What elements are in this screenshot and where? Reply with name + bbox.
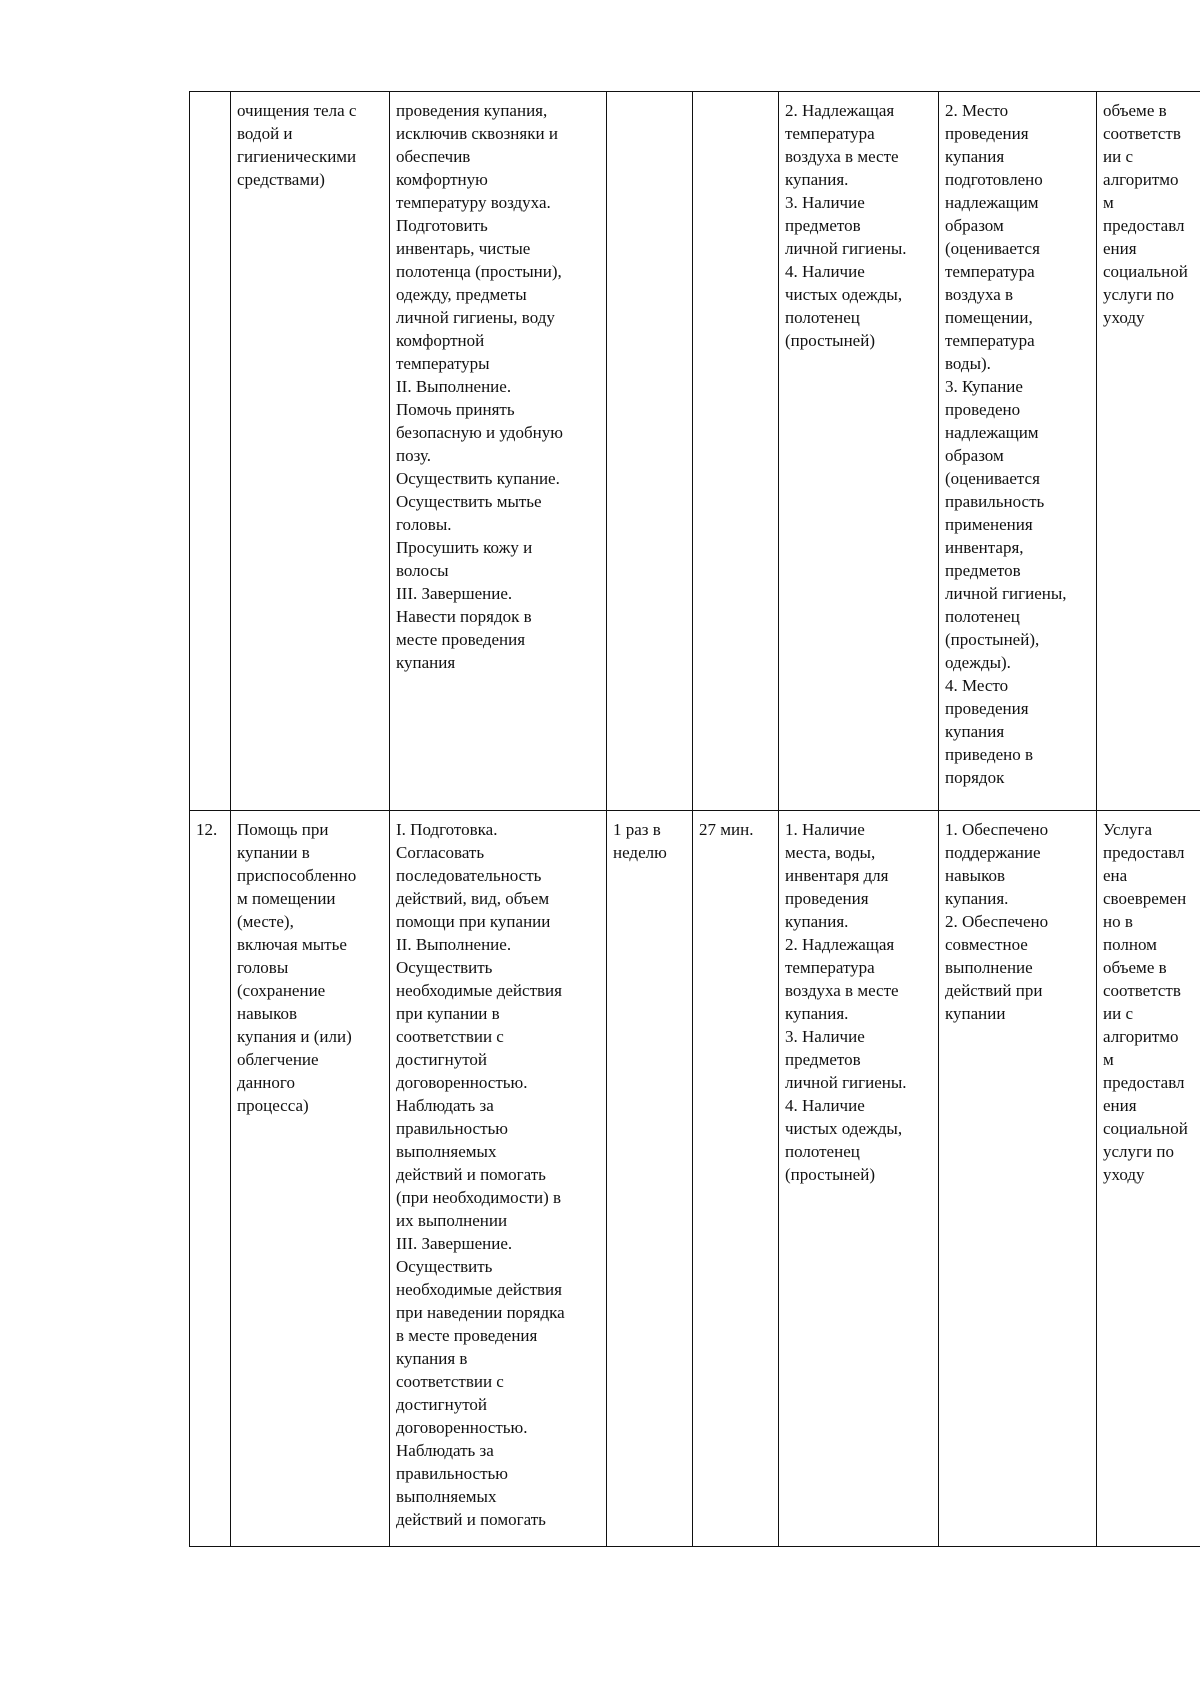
duration-cell [693,92,779,811]
duration-cell: 27 мин. [693,811,779,1547]
quality-cell: объеме в соответств ии с алгоритмо м предоставл ения социальной услуги по уходу [1097,92,1200,811]
table-row [190,811,1200,1547]
row-number-cell [190,92,231,811]
results-cell: 2. Место проведения купания подготовлено надлежащим образом (оценивается температура воздуха в помещении, температура воды). 3. Купание проведено надлежащим образом (оценивается правильность применения инвентаря, предметов личной гигиены, полотенец (простыней), одежды). 4. Место проведения купания приведено в порядок [939,92,1097,811]
frequency-cell [607,92,693,811]
conditions-cell: 2. Надлежащая температура воздуха в месте купания. 3. Наличие предметов личной гигиены. 4. Наличие чистых одежды, полотенец (простыней) [779,92,939,811]
service-content-cell: I. Подготовка. Согласовать последовательность действий, вид, объем помощи при купании II. Выполнение. Осуществить необходимые действия при купании в соответствии с достигнутой договоренностью. Наблюдать за правильностью выполняемых действий и помогать (при необходимости) в их выполнении III. Завершение. Осуществить необходимые действия при наведении порядка в месте проведения купания в соответствии с достигнутой договоренностью. Наблюдать за правильностью выполняемых действий и помогать [390,811,607,1547]
conditions-cell: 1. Наличие места, воды, инвентаря для проведения купания. 2. Надлежащая температура воздуха в месте купания. 3. Наличие предметов личной гигиены. 4. Наличие чистых одежды, полотенец (простыней) [779,811,939,1547]
service-content-cell: проведения купания, исключив сквозняки и обеспечив комфортную температуру воздуха. Подготовить инвентарь, чистые полотенца (простыни), одежду, предметы личной гигиены, воду комфортной температуры II. Выполнение. Помочь принять безопасную и удобную позу. Осуществить купание. Осуществить мытье головы. Просушить кожу и волосы III. Завершение. Навести порядок в месте проведения купания [390,92,607,811]
results-cell: 1. Обеспечено поддержание навыков купания. 2. Обеспечено совместное выполнение действий при купании [939,811,1097,1547]
quality-cell: Услуга предоставл ена своевремен но в полном объеме в соответств ии с алгоритмо м предоставл ения социальной услуги по уходу [1097,811,1200,1547]
frequency-cell: 1 раз в неделю [607,811,693,1547]
row-number-cell: 12. [190,811,231,1547]
table-row [190,92,1200,811]
services-table [189,91,1200,1547]
service-name-cell: очищения тела с водой и гигиеническими средствами) [231,92,390,811]
service-name-cell: Помощь при купании в приспособленно м помещении (месте), включая мытье головы (сохранение навыков купания и (или) облегчение данного процесса) [231,811,390,1547]
